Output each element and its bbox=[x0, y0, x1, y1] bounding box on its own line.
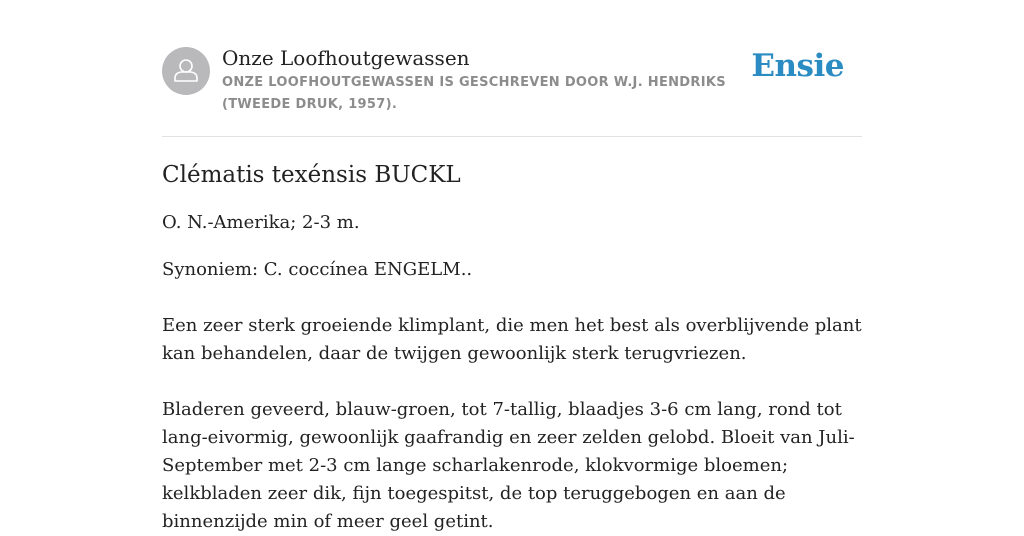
entry-content bbox=[162, 158, 864, 536]
entry-paragraph: Synoniem: C. coccínea ENGELM.. bbox=[162, 259, 473, 280]
user-icon bbox=[162, 47, 210, 95]
entry-paragraph: Bladeren geveerd, blauw-groen, tot 7-tallig, blaadjes 3-6 cm lang, rond tot lang-eivormig, gewoonlijk gaafrandig en zeer zelden gelobd. Bloeit van Juli-September met 2-3 cm lange scharlakenrode, klokvormige bloemen; kelkbladen zeer dik, fijn toegespitst, de top teruggebogen en aan de binnenzijde min of meer geel getint. bbox=[162, 399, 855, 532]
brand-logo[interactable]: Ensie bbox=[751, 48, 844, 84]
entry-paragraph: Een zeer sterk groeiende klimplant, die men het best als overblijvende plant kan behandelen, daar de twijgen gewoonlijk sterk terugvriezen. bbox=[162, 315, 862, 364]
source-header bbox=[162, 44, 862, 137]
source-description: ONZE LOOFHOUTGEWASSEN IS GESCHREVEN DOOR W.J. HENDRIKS (TWEEDE DRUK, 1957). bbox=[222, 75, 726, 112]
entry-paragraph: O. N.-Amerika; 2-3 m. bbox=[162, 212, 360, 233]
source-title[interactable]: Onze Loofhoutgewassen bbox=[222, 46, 470, 70]
entry-title: Clématis texénsis BUCKL bbox=[162, 162, 461, 188]
source-avatar[interactable] bbox=[162, 47, 210, 95]
